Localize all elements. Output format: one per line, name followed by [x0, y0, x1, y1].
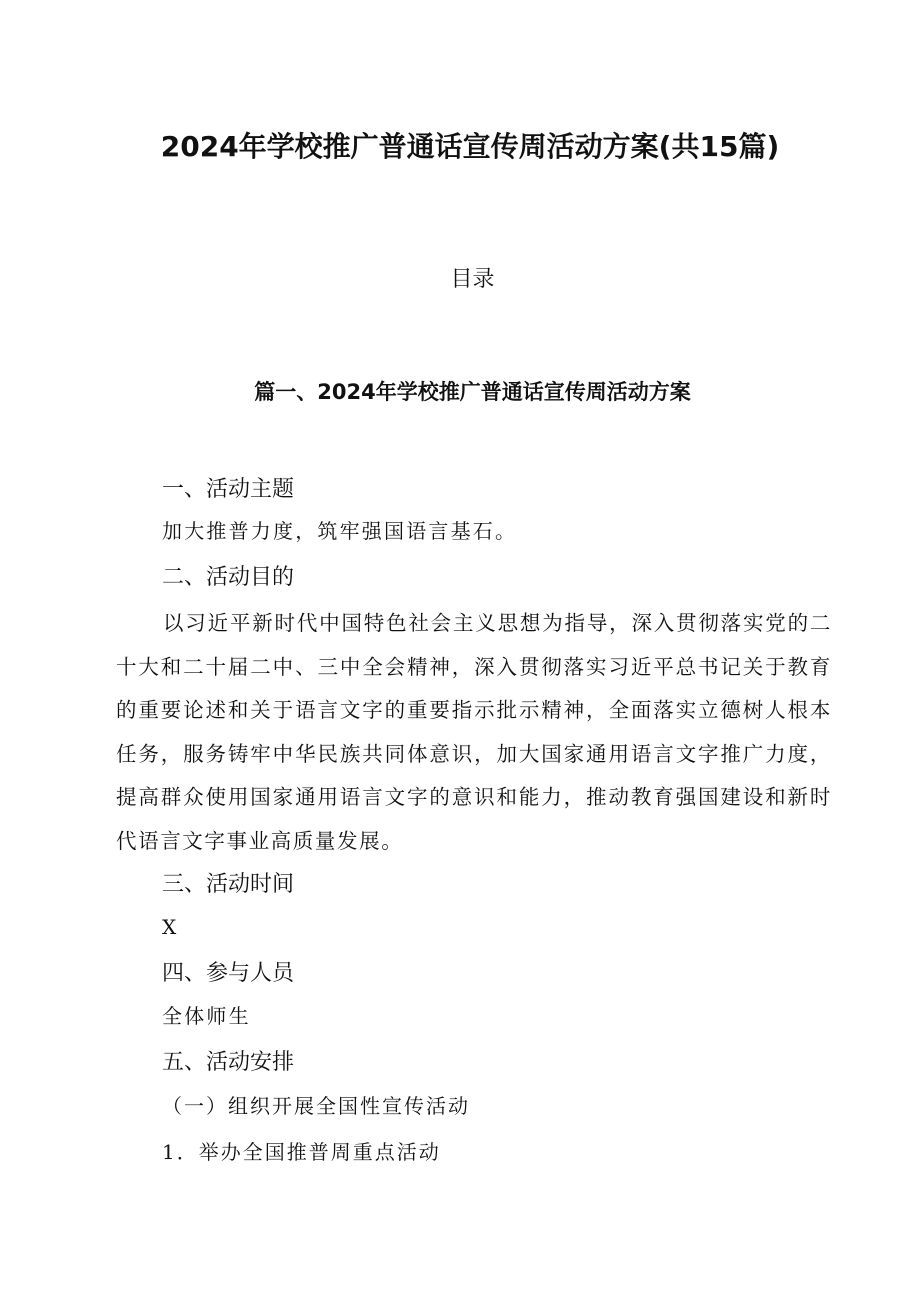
participants-text: 全体师生	[162, 1004, 251, 1028]
chapter-title: 篇一、2024年学校推广普通话宣传周活动方案	[254, 380, 691, 404]
section-heading-theme: 一、活动主题	[162, 477, 295, 502]
document-title: 2024年学校推广普通话宣传周活动方案(共15篇)	[160, 130, 780, 163]
section-heading-arrangement: 五、活动安排	[162, 1050, 295, 1075]
arrangement-subheading: （一）组织开展全国性宣传活动	[162, 1094, 470, 1118]
time-text: X	[162, 915, 177, 939]
section-heading-time: 三、活动时间	[162, 872, 295, 897]
theme-text: 加大推普力度，筑牢强国语言基石。	[162, 519, 518, 543]
arrangement-item: 1．举办全国推普周重点活动	[162, 1140, 441, 1164]
purpose-paragraph: 以习近平新时代中国特色社会主义思想为指导，深入贯彻落实党的二十大和二十届二中、三中全会精神，深入贯彻落实习近平总书记关于教育的重要论述和关于语言文字的重要指示批示精神，全面落实立德树人根本任务，服务铸牢中华民族共同体意识，加大国家通用语言文字推广力度，提高群众使用国家通用语言文字的意识和能力，推动教育强国建设和新时代语言文字事业高质量发展。	[116, 611, 832, 853]
section-heading-participants: 四、参与人员	[162, 961, 295, 986]
section-heading-purpose: 二、活动目的	[162, 565, 295, 590]
toc-heading: 目录	[450, 267, 495, 292]
